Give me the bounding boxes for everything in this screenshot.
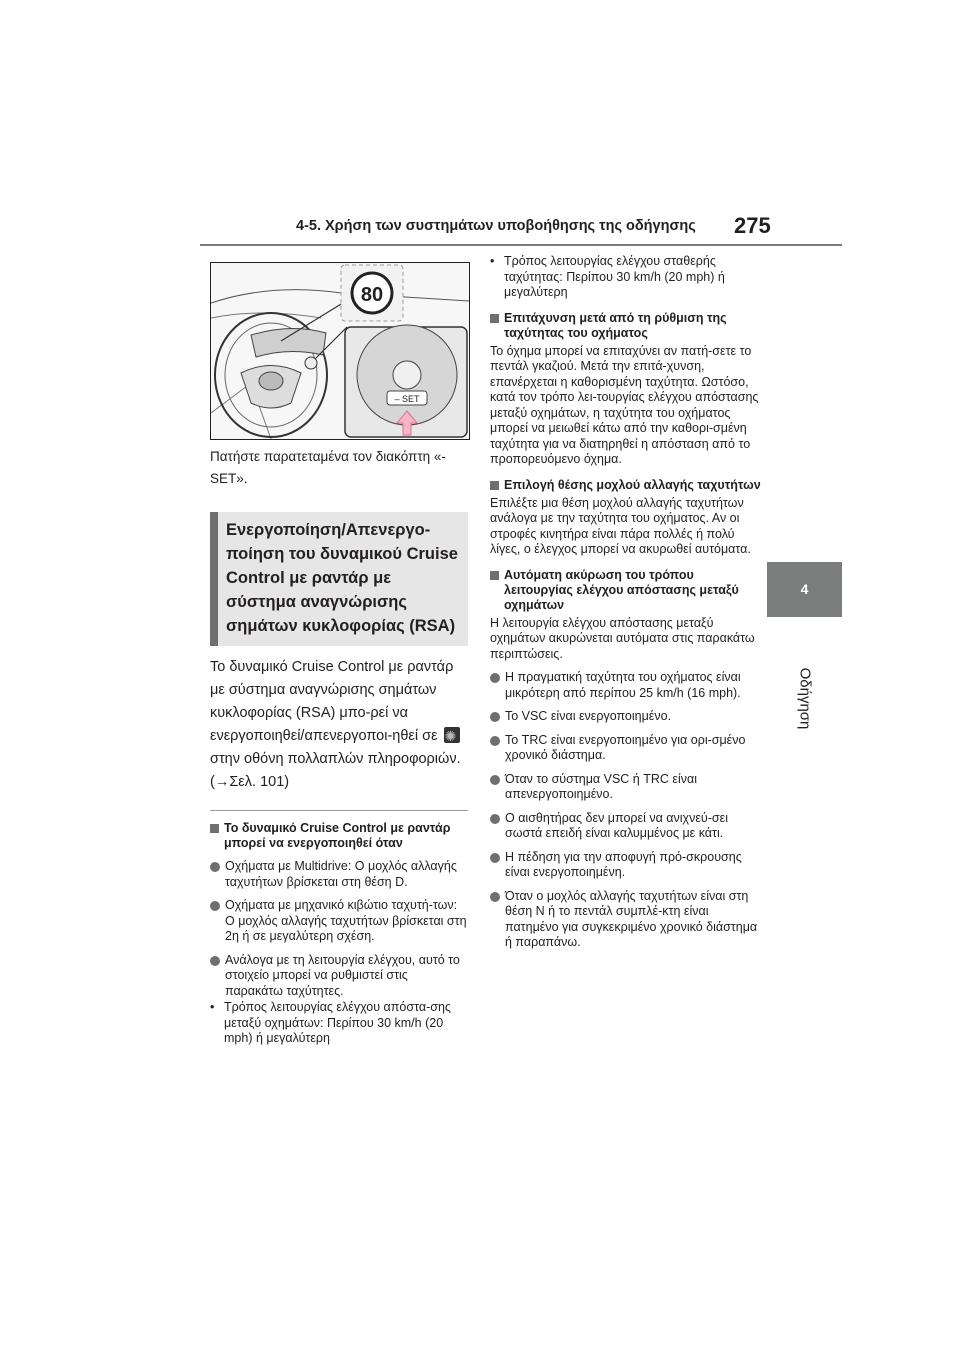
list-item-text: Η πέδηση για την αποφυγή πρό-σκρουσης είναι ενεργοποιημένη. [505, 849, 742, 879]
list-item [210, 859, 468, 890]
intro-paragraph [210, 656, 468, 794]
square-bullet-icon [490, 571, 499, 580]
set-button-label: – SET [394, 394, 420, 404]
list-item-text: Το VSC είναι ενεργοποιημένο. [505, 709, 672, 723]
circle-bullet-icon [490, 892, 500, 902]
circle-bullet-icon [490, 853, 500, 863]
subheading-text: Επιλογή θέσης μοχλού αλλαγής ταχυτήτων [504, 477, 761, 492]
speed-sign-value: 80 [360, 284, 384, 306]
intro-part1: Το δυναμικό Cruise Control με ραντάρ με σύστημα αναγνώρισης σημάτων κυκλοφορίας (RSA) μπο-ρεί να ενεργοποιηθεί/απενεργοποι-ηθεί σε [210, 659, 454, 744]
header-rule [200, 244, 842, 246]
list-item [210, 898, 468, 945]
bullet-mark: • [210, 1000, 215, 1014]
chapter-label: Οδήγηση [796, 667, 814, 730]
circle-bullet-icon [210, 956, 220, 966]
subheading-activation [210, 821, 468, 851]
square-bullet-icon [490, 314, 499, 323]
circle-bullet-icon [210, 901, 220, 911]
circle-bullet-icon [490, 673, 500, 683]
list-item [490, 811, 762, 842]
section-title: 4-5. Χρήση των συστημάτων υποβοήθησης της οδήγησης [296, 218, 696, 234]
sub-list-item-text: Τρόπος λειτουργίας ελέγχου απόστα-σης μεταξύ οχημάτων: Περίπου 30 km/h (20 mph) ή μεγαλύτερη [224, 1000, 451, 1045]
right-column [490, 253, 762, 951]
figure-caption: Πατήστε παρατεταμένα τον διακόπτη «-SET». [210, 449, 446, 486]
list-item-text: Η πραγματική ταχύτητα του οχήματος είναι μικρότερη από περίπου 25 km/h (16 mph). [505, 670, 741, 700]
divider [210, 810, 468, 811]
paragraph: Η λειτουργία ελέγχου απόστασης μεταξύ οχημάτων ακυρώνεται αυτόματα στις παρακάτω περιπτώσεις. [490, 615, 755, 661]
page-number: 275 [734, 213, 771, 238]
list-item [490, 709, 762, 725]
subheading-auto-cancel [490, 568, 762, 613]
settings-gear-icon [444, 727, 460, 743]
circle-bullet-icon [490, 712, 500, 722]
circle-bullet-icon [210, 862, 220, 872]
list-item-text: Όταν το σύστημα VSC ή TRC είναι απενεργοποιημένο. [505, 771, 697, 801]
list-item-text: Οχήματα με Multidrive: Ο μοχλός αλλαγής ταχυτήτων βρίσκεται στη θέση D. [225, 859, 457, 889]
chapter-tab: 4 [767, 562, 842, 617]
list-item [490, 772, 762, 803]
list-item [490, 889, 762, 951]
subheading-text: Αυτόματη ακύρωση του τρόπου λειτουργίας ελέγχου απόστασης μεταξύ οχημάτων [504, 567, 739, 612]
list-item-text: Όταν ο μοχλός αλλαγής ταχυτήτων είναι στη θέση N ή το πεντάλ συμπλέ-κτη είναι πατημένο για συγκεκριμένο χρονικό διάστημα ή παραπάνω. [505, 888, 758, 949]
circle-bullet-icon [490, 814, 500, 824]
bullet-mark: • [490, 254, 495, 268]
circle-bullet-icon [490, 775, 500, 785]
section-heading: Ενεργοποίηση/Απενεργο-ποίηση του δυναμικού Cruise Control με ραντάρ με σύστημα αναγνώρισης σημάτων κυκλοφορίας (RSA) [210, 512, 468, 646]
list-item-text: Οχήματα με μηχανικό κιβώτιο ταχυτή-των: Ο μοχλός αλλαγής ταχυτήτων βρίσκεται στη 2η ή σε μεγαλύτερη σχέση. [225, 898, 467, 943]
paragraph: Επιλέξτε μια θέση μοχλού αλλαγής ταχυτήτων ανάλογα με την ταχύτητα του οχήματος. Αν οι στροφές κινητήρα είναι πάρα πολλές ή πολύ λίγες, ο έλεγχος μπορεί να ακυρωθεί αυτόματα. [490, 495, 751, 556]
illustration-svg [211, 263, 469, 439]
list-item-text: Ο αισθητήρας δεν μπορεί να ανιχνεύ-σει σωστά επειδή είναι καλυμμένος με κάτι. [505, 810, 728, 840]
list-item-text: Το TRC είναι ενεργοποιημένο για ορι-σμένο χρονικό διάστημα. [505, 732, 746, 762]
sub-list-item-text: Τρόπος λειτουργίας ελέγχου σταθερής ταχύτητας: Περίπου 30 km/h (20 mph) ή μεγαλύτερη [504, 254, 725, 299]
subheading-text: Το δυναμικό Cruise Control με ραντάρ μπορεί να ενεργοποιηθεί όταν [224, 821, 451, 850]
circle-bullet-icon [490, 736, 500, 746]
sub-list-item [210, 1000, 468, 1047]
subheading-gear-position [490, 478, 762, 493]
list-item [210, 953, 468, 1000]
list-item [490, 670, 762, 701]
square-bullet-icon [490, 481, 499, 490]
list-item [490, 733, 762, 764]
chapter-label-box [790, 660, 820, 750]
subheading-acceleration [490, 311, 762, 341]
steering-wheel-illustration [210, 262, 470, 440]
subheading-text: Επιτάχυνση μετά από τη ρύθμιση της ταχύτητας του οχήματος [504, 310, 727, 340]
square-bullet-icon [210, 824, 219, 833]
list-item [490, 850, 762, 881]
intro-part2: στην οθόνη πολλαπλών πληροφοριών. (→Σελ. 101) [210, 751, 461, 790]
paragraph: Το όχημα μπορεί να επιταχύνει αν πατή-σετε το πεντάλ γκαζιού. Μετά την επιτά-χυνση, επανέρχεται η καθορισμένη ταχύτητα. Ωστόσο, κατά τον τρόπο λει-τουργίας ελέγχου απόστασης μεταξύ οχημάτων, η ταχύτητα του οχήματος μπορεί να μειωθεί κάτω από την καθορι-σμένη ταχύτητα για να διατηρηθεί η απόσταση από το προπορευόμενο όχημα. [490, 343, 759, 466]
sub-list-item [490, 254, 762, 301]
left-column [210, 262, 468, 1047]
list-item-text: Ανάλογα με τη λειτουργία ελέγχου, αυτό το στοιχείο μπορεί να ρυθμιστεί στις παρακάτω ταχύτητες. [225, 952, 460, 998]
